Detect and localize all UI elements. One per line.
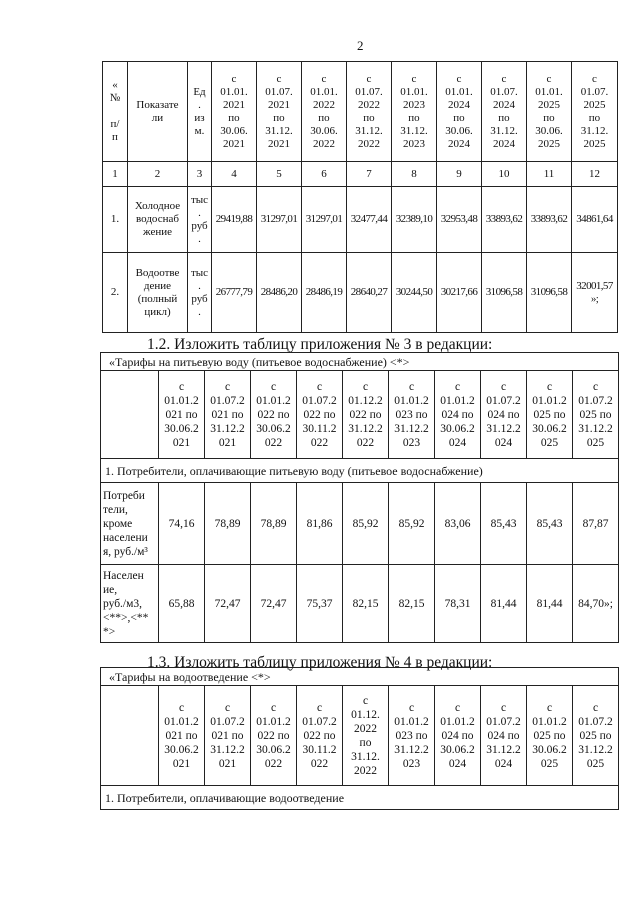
column-number: 6 — [302, 162, 347, 187]
column-number: 5 — [257, 162, 302, 187]
column-number: 12 — [572, 162, 618, 187]
column-number: 7 — [347, 162, 392, 187]
column-number: 8 — [392, 162, 437, 187]
column-number: 9 — [437, 162, 482, 187]
table-header-row — [101, 686, 619, 786]
section-row: 1. Потребители, оплачивающие водоотведение — [101, 786, 619, 810]
value-cell: 34861,64 — [572, 187, 618, 253]
header-cell: с 01.01. 2022 по 30.06. 2022 — [302, 62, 347, 162]
header-cell: с 01.01. 2023 по 31.12. 2023 — [392, 62, 437, 162]
value-cell: 81,44 — [527, 565, 573, 643]
period-header: с 01.01.2 022 по 30.06.2 022 — [251, 371, 297, 459]
header-cell: с 01.07. 2024 по 31.12. 2024 — [482, 62, 527, 162]
value-cell: 30244,50 — [392, 253, 437, 333]
value-cell: 72,47 — [205, 565, 251, 643]
period-header: с 01.01.2 021 по 30.06.2 021 — [159, 371, 205, 459]
value-cell: 83,06 — [435, 483, 481, 565]
period-header: с 01.07.2 025 по 31.12.2 025 — [573, 371, 619, 459]
row-name: Водоотве дение (полный цикл) — [128, 253, 188, 333]
header-cell: с 01.01. 2021 по 30.06. 2021 — [212, 62, 257, 162]
period-header: с 01.01.2 024 по 30.06.2 024 — [435, 686, 481, 786]
value-cell: 32953,48 — [437, 187, 482, 253]
row-number: 2. — [103, 253, 128, 333]
row-unit: тыс . руб . — [188, 253, 212, 333]
column-number: 10 — [482, 162, 527, 187]
wastewater-tariff-table — [100, 667, 619, 810]
header-cell: Ед . из м. — [188, 62, 212, 162]
value-cell: 31297,01 — [257, 187, 302, 253]
period-header: с 01.01.2 021 по 30.06.2 021 — [159, 686, 205, 786]
value-cell: 26777,79 — [212, 253, 257, 333]
value-cell: 74,16 — [159, 483, 205, 565]
empty-header-cell — [101, 371, 159, 459]
value-cell: 28486,20 — [257, 253, 302, 333]
section-heading-1-2: 1.2. Изложить таблицу приложения № 3 в редакции: — [147, 336, 493, 353]
header-cell: с 01.01. 2025 по 30.06. 2025 — [527, 62, 572, 162]
value-cell: 28640,27 — [347, 253, 392, 333]
period-header: с 01.01.2 022 по 30.06.2 022 — [251, 686, 297, 786]
value-cell: 72,47 — [251, 565, 297, 643]
column-number: 3 — [188, 162, 212, 187]
tariff-summary-table — [102, 61, 618, 333]
period-header: с 01.07.2 022 по 30.11.2 022 — [297, 686, 343, 786]
table-header-row — [103, 62, 618, 162]
period-header: с 01.12. 2022 по 31.12. 2022 — [343, 686, 389, 786]
header-cell: с 01.01. 2024 по 30.06. 2024 — [437, 62, 482, 162]
value-cell: 85,43 — [527, 483, 573, 565]
value-cell: 30217,66 — [437, 253, 482, 333]
column-number-row — [103, 162, 618, 187]
table-title: «Тарифы на водоотведение <*> — [101, 668, 619, 686]
value-cell: 31096,58 — [482, 253, 527, 333]
header-cell: Показате ли — [128, 62, 188, 162]
row-label: Населен ие, руб./м3, <**>,<** *> — [101, 565, 159, 643]
value-cell: 82,15 — [343, 565, 389, 643]
section-heading-1-3: 1.3. Изложить таблицу приложения № 4 в редакции: — [147, 654, 493, 671]
header-cell: « № п/ п — [103, 62, 128, 162]
period-header: с 01.07.2 022 по 30.11.2 022 — [297, 371, 343, 459]
value-cell: 85,92 — [389, 483, 435, 565]
table-row — [101, 565, 619, 643]
table-header-row — [101, 371, 619, 459]
period-header: с 01.01.2 023 по 31.12.2 023 — [389, 686, 435, 786]
value-cell: 81,44 — [481, 565, 527, 643]
column-number: 2 — [128, 162, 188, 187]
value-cell: 32001,57 »; — [572, 253, 618, 333]
value-cell: 32389,10 — [392, 187, 437, 253]
page-number: 2 — [357, 38, 364, 53]
value-cell: 81,86 — [297, 483, 343, 565]
period-header: с 01.07.2 021 по 31.12.2 021 — [205, 371, 251, 459]
header-cell: с 01.07. 2022 по 31.12. 2022 — [347, 62, 392, 162]
value-cell: 32477,44 — [347, 187, 392, 253]
value-cell: 31297,01 — [302, 187, 347, 253]
period-header: с 01.07.2 021 по 31.12.2 021 — [205, 686, 251, 786]
value-cell: 29419,88 — [212, 187, 257, 253]
header-cell: с 01.07. 2021 по 31.12. 2021 — [257, 62, 302, 162]
table-row — [103, 187, 618, 253]
empty-header-cell — [101, 686, 159, 786]
value-cell: 78,31 — [435, 565, 481, 643]
value-cell: 65,88 — [159, 565, 205, 643]
period-header: с 01.07.2 025 по 31.12.2 025 — [573, 686, 619, 786]
row-label: Потреби тели, кроме населени я, руб./м³ — [101, 483, 159, 565]
value-cell: 84,70»; — [573, 565, 619, 643]
period-header: с 01.01.2 024 по 30.06.2 024 — [435, 371, 481, 459]
value-cell: 33893,62 — [482, 187, 527, 253]
period-header: с 01.01.2 025 по 30.06.2 025 — [527, 371, 573, 459]
row-unit: тыс . руб . — [188, 187, 212, 253]
value-cell: 87,87 — [573, 483, 619, 565]
period-header: с 01.12.2 022 по 31.12.2 022 — [343, 371, 389, 459]
value-cell: 78,89 — [251, 483, 297, 565]
section-row: 1. Потребители, оплачивающие питьевую воду (питьевое водоснабжение) — [101, 459, 619, 483]
header-cell: с 01.07. 2025 по 31.12. 2025 — [572, 62, 618, 162]
period-header: с 01.07.2 024 по 31.12.2 024 — [481, 371, 527, 459]
value-cell: 85,92 — [343, 483, 389, 565]
table-title: «Тарифы на питьевую воду (питьевое водоснабжение) <*> — [101, 353, 619, 371]
value-cell: 28486,19 — [302, 253, 347, 333]
value-cell: 75,37 — [297, 565, 343, 643]
period-header: с 01.01.2 025 по 30.06.2 025 — [527, 686, 573, 786]
period-header: с 01.01.2 023 по 31.12.2 023 — [389, 371, 435, 459]
column-number: 11 — [527, 162, 572, 187]
value-cell: 31096,58 — [527, 253, 572, 333]
value-cell: 78,89 — [205, 483, 251, 565]
drinking-water-tariff-table — [100, 352, 619, 643]
row-name: Холодное водоснаб жение — [128, 187, 188, 253]
table-row — [101, 483, 619, 565]
value-cell: 33893,62 — [527, 187, 572, 253]
row-number: 1. — [103, 187, 128, 253]
column-number: 4 — [212, 162, 257, 187]
column-number: 1 — [103, 162, 128, 187]
period-header: с 01.07.2 024 по 31.12.2 024 — [481, 686, 527, 786]
value-cell: 82,15 — [389, 565, 435, 643]
value-cell: 85,43 — [481, 483, 527, 565]
table-row — [103, 253, 618, 333]
